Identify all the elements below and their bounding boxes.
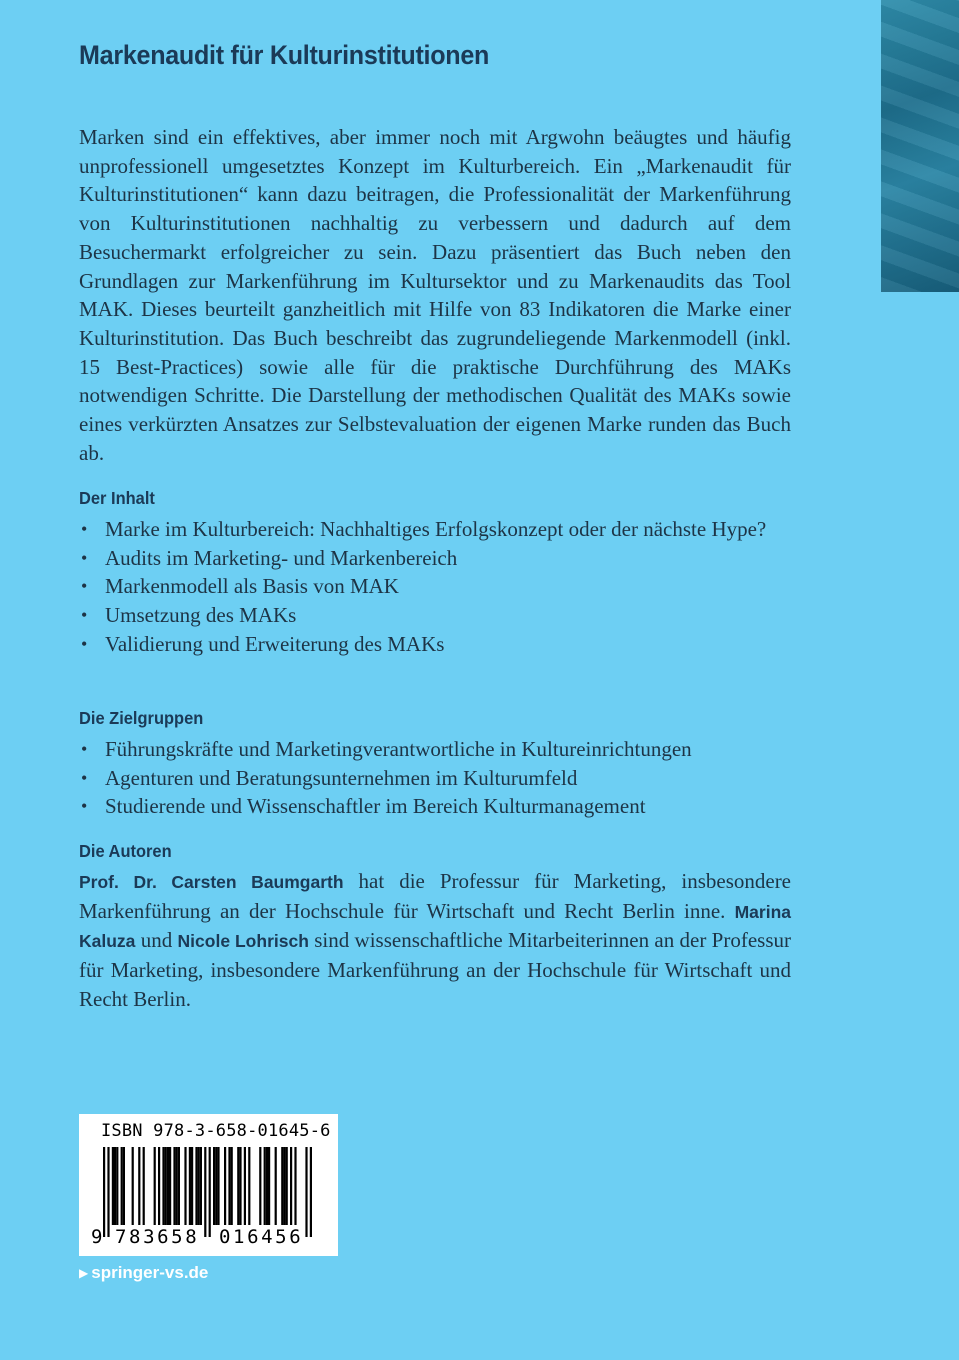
- book-title: Markenaudit für Kulturinstitutionen: [79, 40, 490, 70]
- author-name: Nicole Lohrisch: [177, 931, 309, 952]
- ean-digits-right: 016456: [219, 1226, 304, 1248]
- ean-digit-first: 9: [91, 1226, 103, 1248]
- author-bio: hat die Professur für Marketing, insbesondere Markenführung an der Hochschule für Wirtschaft und Recht Berlin inne.: [79, 869, 792, 923]
- website-link[interactable]: [79, 1263, 208, 1283]
- section-heading-autoren: Die Autoren: [79, 841, 172, 861]
- barcode-bar: [268, 1147, 270, 1225]
- list-item: • Agenturen und Beratungsunternehmen im Kulturumfeld: [79, 764, 791, 793]
- barcode-bar: [103, 1147, 105, 1237]
- section-heading-zielgruppen: Die Zielgruppen: [79, 708, 204, 728]
- conjunction: und: [135, 928, 178, 953]
- list-item: • Markenmodell als Basis von MAK: [79, 572, 791, 601]
- barcode-bar: [123, 1147, 125, 1225]
- barcode-bar: [283, 1147, 285, 1225]
- barcode-bar: [204, 1147, 206, 1237]
- isbn-barcode: [79, 1114, 338, 1256]
- barcode-bar: [217, 1147, 219, 1225]
- barcode-bar: [275, 1147, 277, 1225]
- barcode-bar: [176, 1147, 178, 1225]
- barcode-bar: [231, 1147, 233, 1225]
- barcode-bar: [143, 1147, 145, 1225]
- barcode-bar: [107, 1147, 109, 1237]
- authors-paragraph: [79, 867, 791, 1014]
- barcode-bar: [290, 1147, 292, 1225]
- author-bio: sind wissenschaftliche Mitarbeiterinnen an der Professur für Marketing, insbesondere Markenführung an der Hochschule für Wirtschaft und Recht Berlin.: [79, 928, 791, 1011]
- barcode-bar: [195, 1147, 197, 1225]
- author-name: Prof. Dr. Carsten Baumgarth: [79, 872, 344, 892]
- barcode-bar: [116, 1147, 118, 1225]
- barcode-bar: [184, 1147, 186, 1225]
- author-name: Marina Kaluza: [79, 901, 791, 952]
- section-heading-inhalt: Der Inhalt: [79, 488, 155, 508]
- barcode-bar: [305, 1147, 307, 1237]
- barcode-bar: [286, 1147, 288, 1225]
- barcode-bar: [310, 1147, 312, 1237]
- barcode-bar: [158, 1147, 160, 1225]
- barcode-bar: [294, 1147, 296, 1225]
- barcode-bar: [121, 1147, 123, 1225]
- list-item: • Audits im Marketing- und Markenbereich: [79, 544, 791, 573]
- isbn-label: ISBN 978-3-658-01645-6: [101, 1121, 331, 1141]
- barcode-bar: [132, 1147, 134, 1225]
- barcode-bar: [173, 1147, 175, 1225]
- inhalt-list: [79, 515, 791, 659]
- barcode-bar: [209, 1147, 211, 1237]
- barcode-bar: [264, 1147, 266, 1225]
- barcode-bar: [281, 1147, 283, 1225]
- barcode-bar: [224, 1147, 226, 1225]
- barcode-bar: [114, 1147, 116, 1225]
- barcode-bar: [228, 1147, 230, 1225]
- barcode-bar: [200, 1147, 202, 1225]
- arrow-right-icon: ▶: [79, 1266, 89, 1280]
- barcode-bar: [244, 1147, 246, 1225]
- ean-digits-left: 783658: [115, 1226, 200, 1248]
- website-url: springer-vs.de: [91, 1263, 209, 1282]
- list-item: • Marke im Kulturbereich: Nachhaltiges Erfolgskonzept oder der nächste Hype?: [79, 515, 791, 544]
- barcode-bar: [165, 1147, 167, 1225]
- barcode-bar: [138, 1147, 140, 1225]
- list-item: • Führungskräfte und Marketingverantwortliche in Kultureinrichtungen: [79, 735, 791, 764]
- barcode-bar: [112, 1147, 114, 1225]
- barcode-bar: [198, 1147, 200, 1225]
- barcode-bar: [169, 1147, 171, 1225]
- list-item: • Validierung und Erweiterung des MAKs: [79, 630, 791, 659]
- zielgruppen-list: [79, 735, 791, 821]
- barcode-bar: [191, 1147, 193, 1225]
- corner-decoration: [881, 0, 959, 292]
- intro-paragraph: Marken sind ein effektives, aber immer noch mit Argwohn beäugtes und häufig unprofessionell umgesetztes Konzept im Kulturbereich. Ein „Markenaudit für Kulturinstitutionen“ kann dazu beitragen, die Professionalität der Markenführung von Kulturinstitutionen nachhaltig zu verbessern und dadurch auf dem Besuchermarkt erfolgreicher zu sein. Dazu präsentiert das Buch neben den Grundlagen zur Markenführung im Kultursektor und zu Markenaudits das Tool MAK. Dieses beurteilt ganzheitlich mit Hilfe von 83 Indikatoren die Marke einer Kulturinstitution. Das Buch beschreibt das zugrundeliegende Markenmodell (inkl. 15 Best-Practices) sowie alle für die praktische Durchführung des MAKs notwendigen Schritte. Die Darstellung der methodischen Qualität des MAKs sowie eines verkürzten Ansatzes zur Selbstevaluation der eigenen Marke runden das Buch ab.: [79, 125, 791, 465]
- barcode-bar: [189, 1147, 191, 1225]
- barcode-bar: [167, 1147, 169, 1225]
- barcode-bar: [266, 1147, 268, 1225]
- list-item: • Umsetzung des MAKs: [79, 601, 791, 630]
- list-item: • Studierende und Wissenschaftler im Bereich Kulturmanagement: [79, 792, 791, 821]
- barcode-bar: [162, 1147, 164, 1225]
- barcode-bar: [237, 1147, 239, 1225]
- barcode-bar: [154, 1147, 156, 1225]
- barcode-bar: [213, 1147, 215, 1225]
- barcode-bar: [215, 1147, 217, 1225]
- barcode-bar: [178, 1147, 180, 1225]
- barcode-bar: [248, 1147, 250, 1225]
- barcode-bar: [239, 1147, 241, 1225]
- barcode-bar: [259, 1147, 261, 1225]
